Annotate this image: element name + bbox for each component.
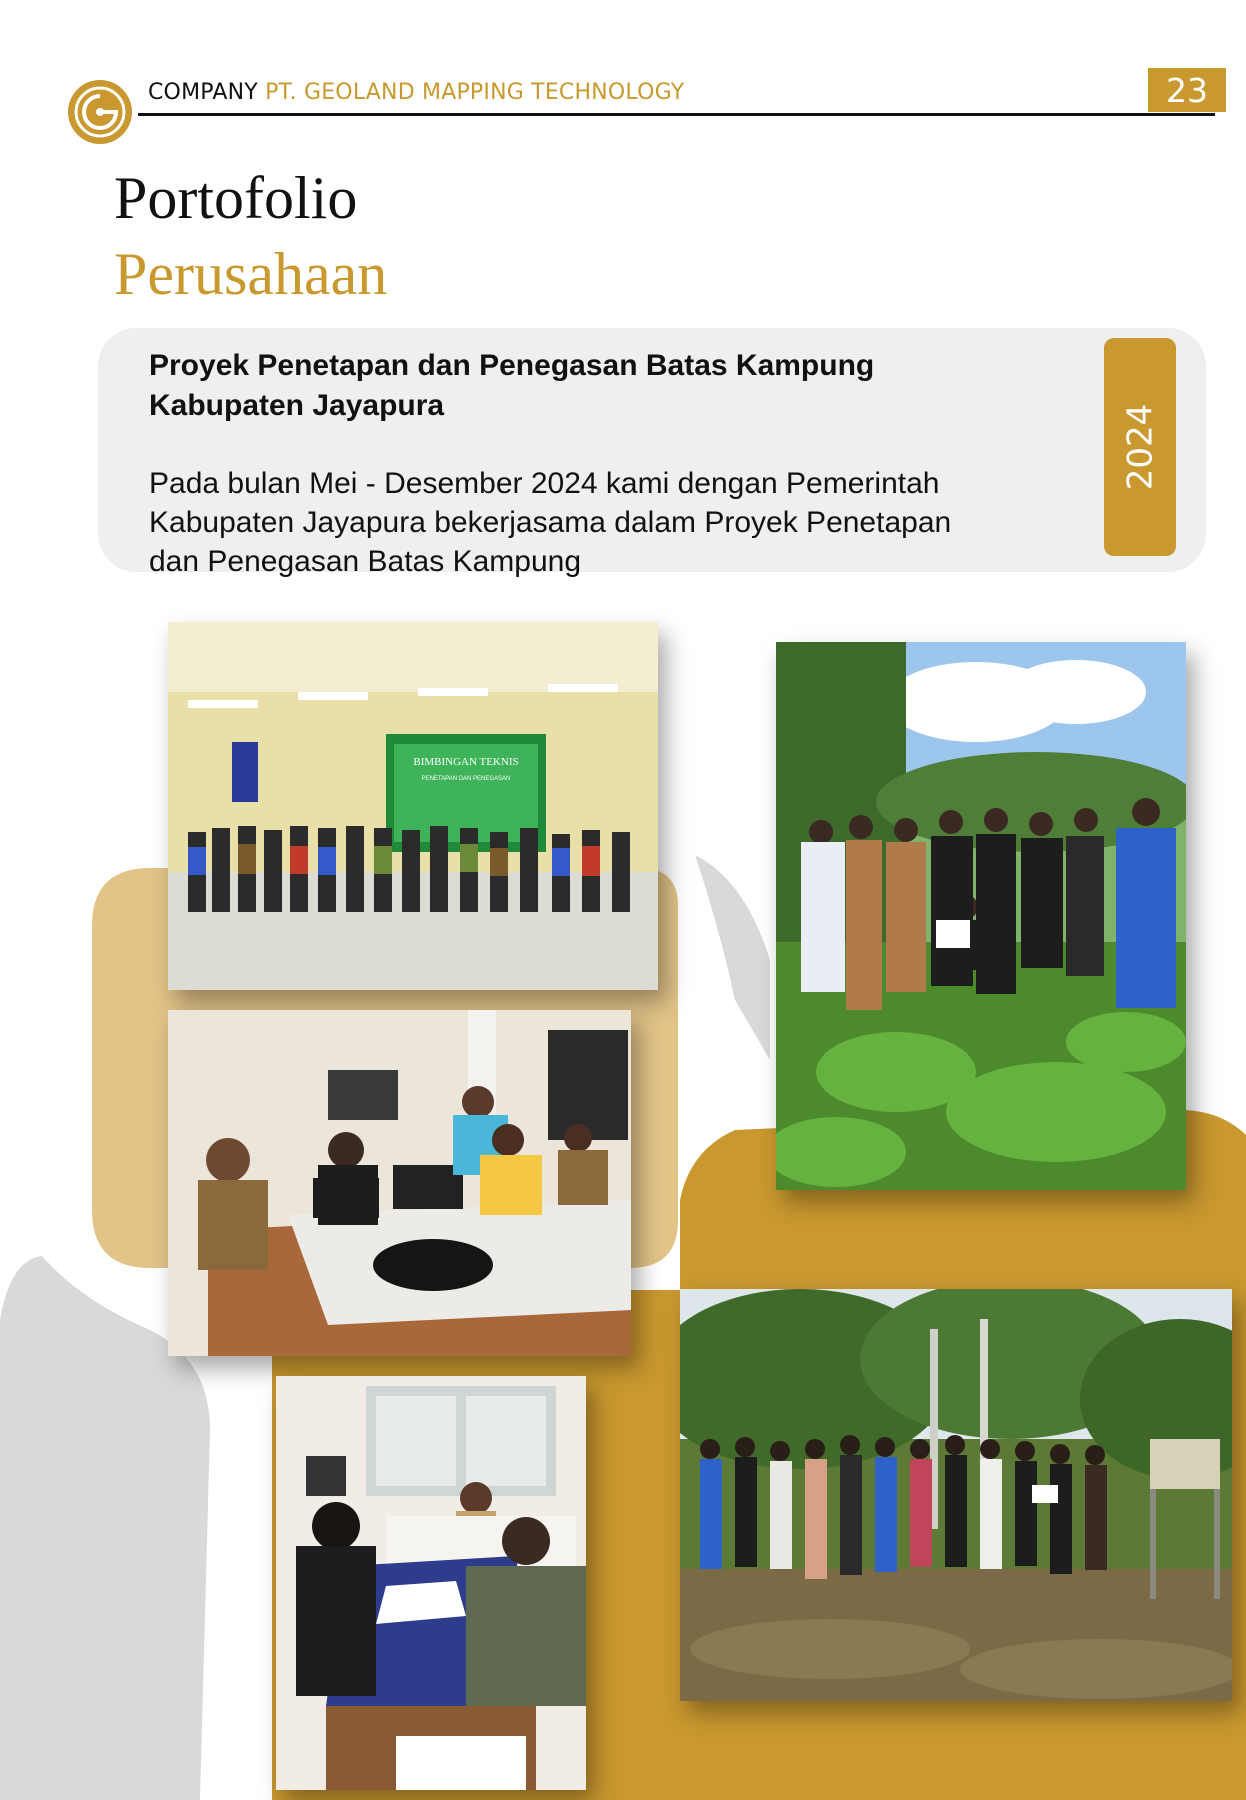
photo-field-group-2 [680,1289,1232,1701]
project-title-line2: Kabupaten Jayapura [149,389,445,422]
project-title-line1: Proyek Penetapan dan Penegasan Batas Kampung [149,349,875,382]
year-badge-label [1104,338,1176,556]
screen-subtitle: PENETAPAN DAN PENEGASAN [421,776,511,782]
screen-title: BIMBINGAN TEKNIS [413,756,519,768]
company-name: PT. GEOLAND MAPPING TECHNOLOGY [265,80,685,105]
photo-office-computer [168,1010,631,1356]
year-text: 2024 [1120,403,1160,491]
company-header [148,80,684,105]
project-desc-line3: dan Penegasan Batas Kampung [149,545,581,578]
page-number: 23 [1148,68,1226,112]
company-logo-icon [66,78,134,146]
page-title: Portofolio [114,165,358,231]
project-desc-line1: Pada bulan Mei - Desember 2024 kami dengan Pemerintah [149,467,940,500]
photo-office-signing [276,1376,586,1790]
page-subtitle: Perusahaan [114,241,388,307]
header-divider [138,113,1215,116]
project-desc-line2: Kabupaten Jayapura bekerjasama dalam Proyek Penetapan [149,506,952,539]
grey-swoosh-right [695,855,770,1060]
project-description [149,464,1049,581]
company-label: COMPANY [148,80,258,105]
project-title [149,346,1049,426]
photo-field-group-1 [776,642,1186,1190]
photo-workshop-group [168,622,658,990]
